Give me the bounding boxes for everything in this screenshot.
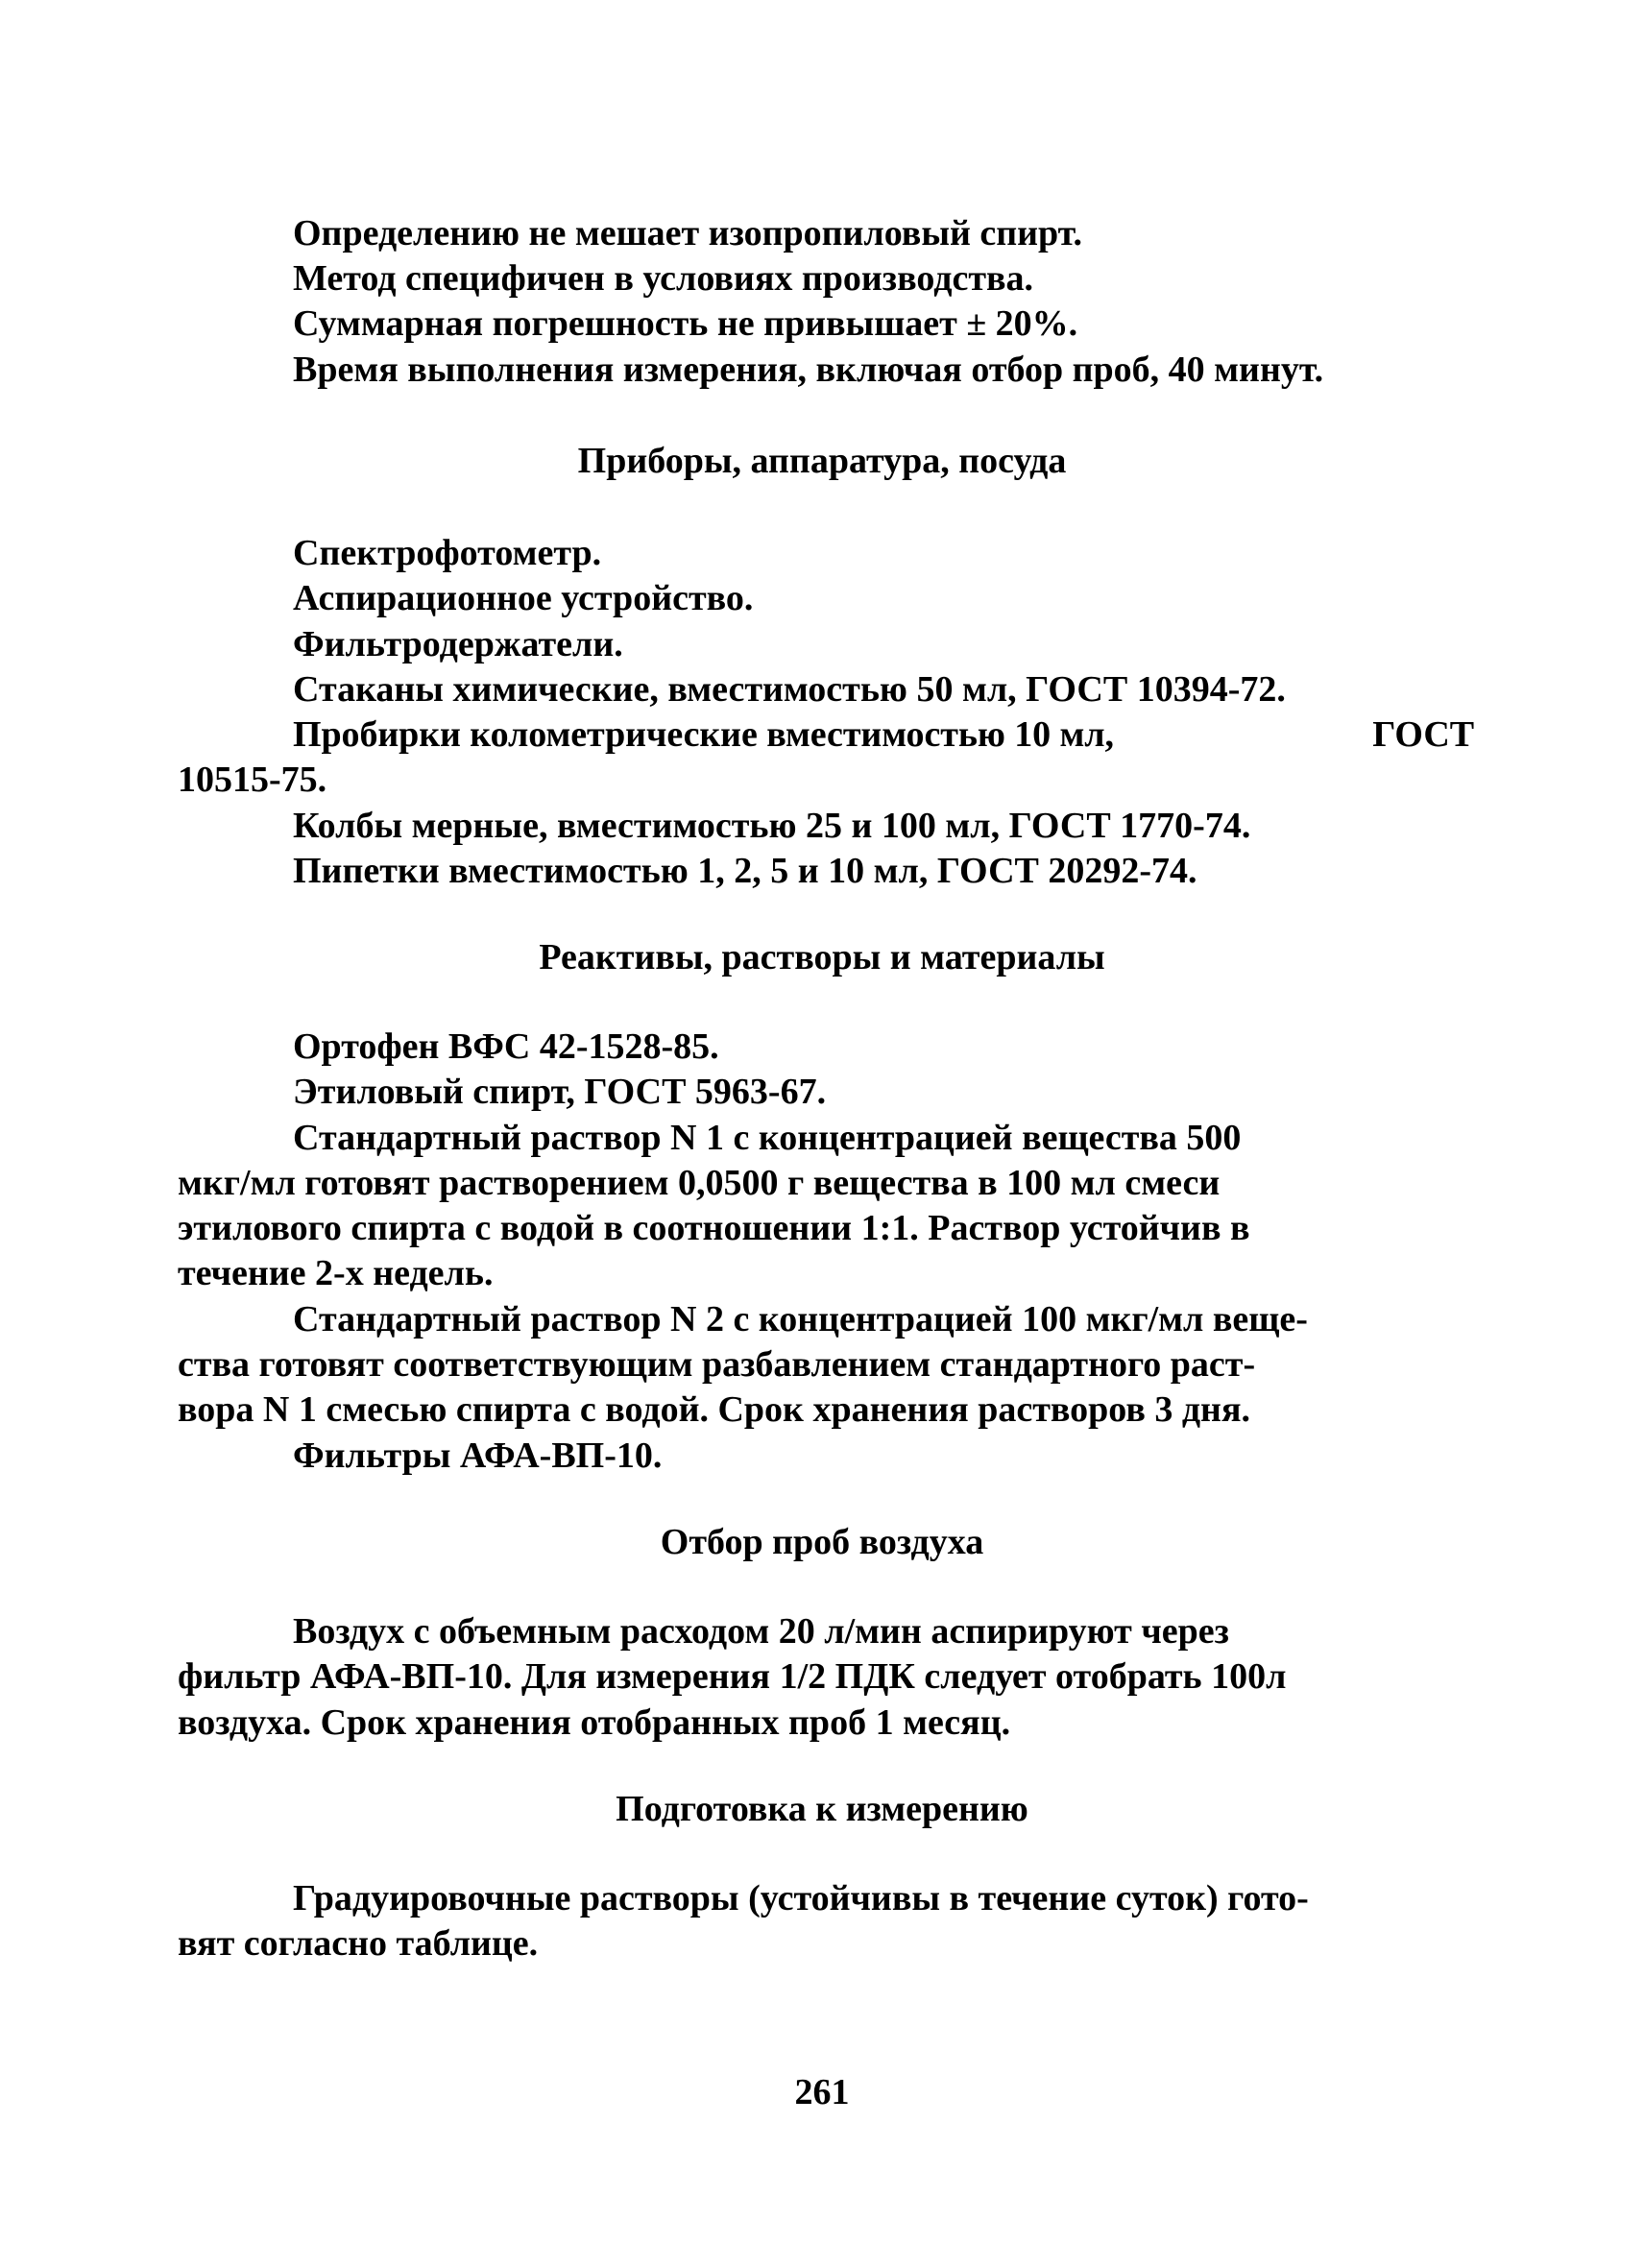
equipment-item-tubes: [293, 712, 1474, 758]
equipment-item: Стаканы химические, вместимостью 50 мл, ГОСТ 10394-72.: [293, 669, 1286, 710]
std2-line: ства готовят соответствующим разбавлением стандартного раст-: [178, 1344, 1256, 1385]
preparation-line: вят согласно таблице.: [178, 1923, 539, 1964]
preparation-line: Градуировочные растворы (устойчивы в течение суток) гото-: [293, 1878, 1309, 1918]
sampling-line: воздуха. Срок хранения отобранных проб 1 месяц.: [178, 1702, 1011, 1743]
std1-line: [293, 1115, 1469, 1161]
reagent-ethanol: Этиловый спирт, ГОСТ 5963-67.: [293, 1072, 827, 1112]
heading-reagents: Реактивы, растворы и материалы: [539, 937, 1105, 977]
reagent-orthophen: Ортофен ВФС 42-1528-85.: [293, 1026, 719, 1067]
heading-preparation: Подготовка к измерению: [616, 1789, 1028, 1829]
equipment-item-pipettes: Пипетки вместимостью 1, 2, 5 и 10 мл, ГОСТ 20292-74.: [293, 851, 1197, 891]
std1-line: мкг/мл готовят растворением 0,0500 г вещества в 100 мл смеси: [178, 1163, 1221, 1203]
std2-line: вора N 1 смесью спирта с водой. Срок хранения растворов 3 дня.: [178, 1389, 1251, 1430]
heading-equipment: Приборы, аппаратура, посуда: [577, 441, 1067, 481]
intro-line-1: Определению не мешает изопропиловый спирт.: [293, 213, 1082, 253]
heading-sampling: Отбор проб воздуха: [660, 1522, 984, 1562]
intro-line-3: Суммарная погрешность не привышает ± 20%.: [293, 303, 1078, 344]
std1-text: Стандартный раствор N 1 с концентрацией вещества 500: [293, 1118, 1242, 1158]
intro-line-2: Метод специфичен в условиях производства.: [293, 258, 1034, 299]
std1-line-justified: [293, 1115, 1469, 1161]
intro-line-4: Время выполнения измерения, включая отбор проб, 40 минут.: [293, 350, 1324, 390]
equipment-item: Фильтродержатели.: [293, 624, 623, 664]
tubes-gost: ГОСТ: [1372, 714, 1474, 755]
tubes-text: Пробирки колометрические вместимостью 10 мл,: [293, 714, 1114, 755]
sampling-line: фильтр АФА-ВП-10. Для измерения 1/2 ПДК следует отобрать 100л: [178, 1656, 1287, 1697]
equipment-item: Аспирационное устройство.: [293, 578, 754, 618]
std2-line: Стандартный раствор N 2 с концентрацией 100 мкг/мл веще-: [293, 1299, 1308, 1339]
tubes-continuation: 10515-75.: [178, 760, 327, 800]
sampling-line: Воздух с объемным расходом 20 л/мин аспирируют через: [293, 1611, 1229, 1652]
equipment-item-flasks: Колбы мерные, вместимостью 25 и 100 мл, ГОСТ 1770-74.: [293, 806, 1251, 846]
std1-line: течение 2-х недель.: [178, 1253, 494, 1293]
reagent-filters: Фильтры АФА-ВП-10.: [293, 1436, 663, 1476]
std1-line: этилового спирта с водой в соотношении 1:1. Раствор устойчив в: [178, 1208, 1250, 1248]
page-number: 261: [794, 2072, 850, 2112]
equipment-item: Спектрофотометр.: [293, 533, 602, 573]
